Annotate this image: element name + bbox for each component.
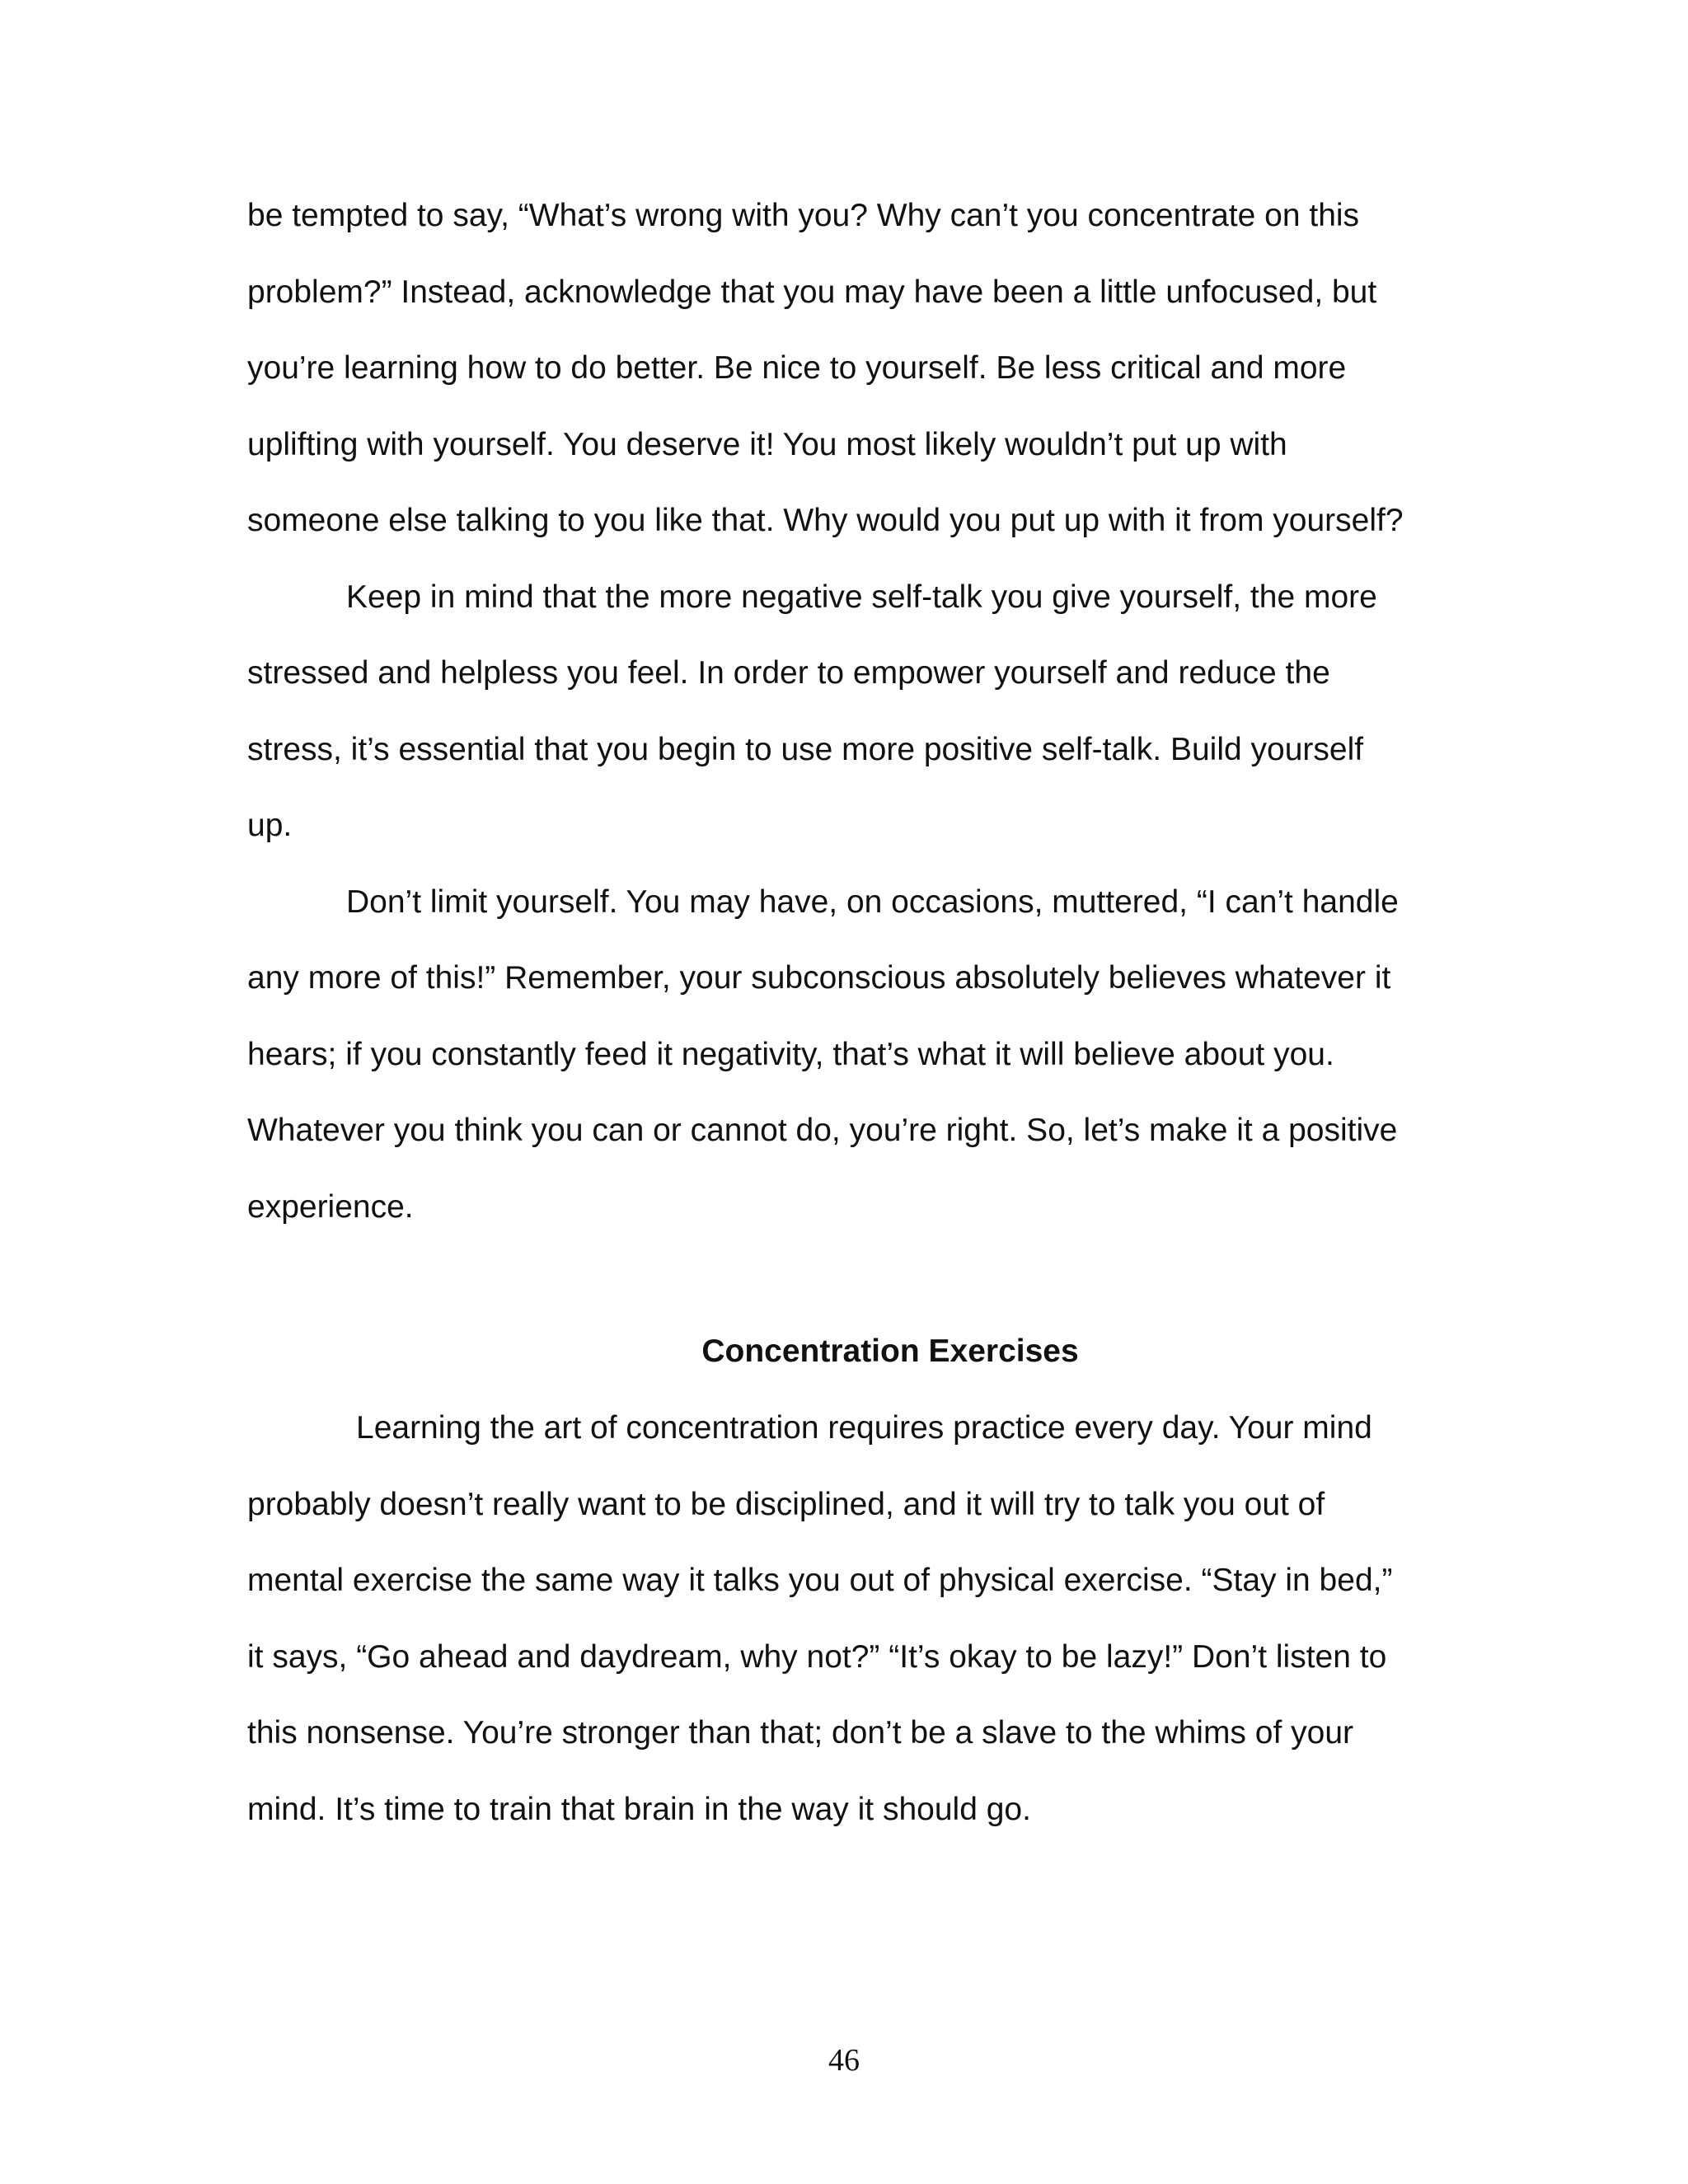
text-line: uplifting with yourself. You deserve it! You most likely wouldn’t put up with	[247, 426, 1287, 462]
text-line: you’re learning how to do better. Be nice to yourself. Be less critical and more	[247, 350, 1347, 386]
paragraph-first-line: Keep in mind that the more negative self-talk you give yourself, the more	[346, 579, 1377, 615]
text-line: stress, it’s essential that you begin to use more positive self-talk. Build yourself	[247, 731, 1364, 767]
text-line: stressed and helpless you feel. In order to empower yourself and reduce the	[247, 655, 1330, 691]
paragraph-first-line: Learning the art of concentration requires practice every day. Your mind	[356, 1410, 1372, 1446]
text-line: mind. It’s time to train that brain in the way it should go.	[247, 1791, 1031, 1827]
section-heading: Concentration Exercises	[701, 1333, 1079, 1369]
text-line: mental exercise the same way it talks you out of physical exercise. “Stay in bed,”	[247, 1563, 1393, 1598]
text-line: hears; if you constantly feed it negativity, that’s what it will believe about you.	[247, 1036, 1334, 1072]
text-line: up.	[247, 808, 293, 843]
text-line: problem?” Instead, acknowledge that you may have been a little unfocused, but	[247, 274, 1377, 310]
page-number: 46	[828, 2043, 860, 2078]
body-text-upper	[247, 178, 1451, 1245]
text-line: be tempted to say, “What’s wrong with you? Why can’t you concentrate on this	[247, 198, 1360, 233]
text-line: it says, “Go ahead and daydream, why not?” “It’s okay to be lazy!” Don’t listen to	[247, 1638, 1387, 1675]
text-line: probably doesn’t really want to be disciplined, and it will try to talk you out of	[247, 1486, 1325, 1522]
body-text-lower	[247, 1390, 1451, 1848]
text-line: someone else talking to you like that. Why would you put up with it from yourself?	[247, 503, 1404, 538]
text-line: Whatever you think you can or cannot do, you’re right. So, let’s make it a positive	[247, 1113, 1398, 1148]
text-line: this nonsense. You’re stronger than that; don’t be a slave to the whims of your	[247, 1715, 1353, 1750]
text-line: any more of this!” Remember, your subconscious absolutely believes whatever it	[247, 960, 1391, 996]
text-line: experience.	[247, 1188, 414, 1225]
paragraph-first-line: Don’t limit yourself. You may have, on occasions, muttered, “I can’t handle	[346, 883, 1399, 920]
